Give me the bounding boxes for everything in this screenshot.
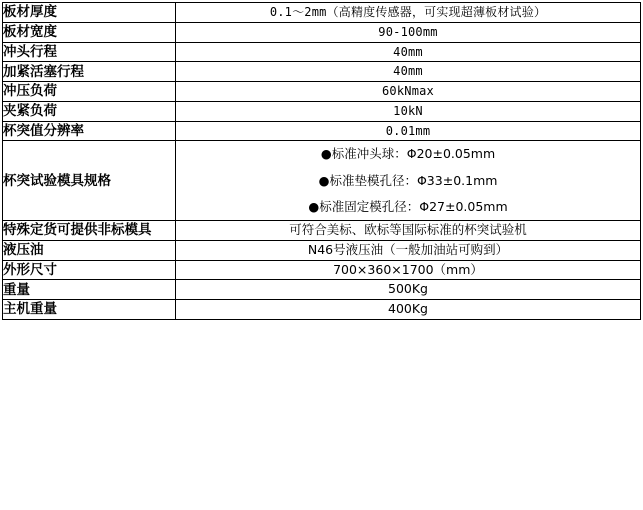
table-row [3, 3, 641, 23]
row-label: 外形尺寸 [3, 260, 176, 280]
table-row [3, 300, 641, 320]
value-text: 40mm [393, 44, 423, 59]
row-value: 700×360×1700（mm） [176, 260, 641, 280]
mold-spec-item: ●标准垫模孔径：Φ33±0.1mm [318, 172, 498, 188]
table-row [3, 280, 641, 300]
table-row [3, 121, 641, 141]
mold-spec-item: ●标准固定模孔径：Φ27±0.05mm [308, 198, 508, 214]
value-text: 90-100mm [378, 24, 438, 39]
table-row [3, 221, 641, 241]
mold-spec-item: ●标准冲头球：Φ20±0.05mm [320, 146, 496, 162]
value-text: 0.1～2mm（高精度传感器，可实现超薄板材试验） [269, 5, 547, 19]
row-label: 板材宽度 [3, 22, 176, 42]
row-value: 可符合美标、欧标等国际标准的杯突试验机 [176, 221, 641, 241]
table-row [3, 22, 641, 42]
value-text: 40mm [393, 64, 423, 79]
row-value [176, 42, 641, 62]
row-label: 杯突试验模具规格 [3, 141, 176, 221]
row-value [176, 62, 641, 82]
table-row [3, 101, 641, 121]
table-row [3, 260, 641, 280]
row-value: N46号液压油（一般加油站可购到） [176, 240, 641, 260]
specifications-table [2, 2, 641, 320]
row-label: 杯突值分辨率 [3, 121, 176, 141]
row-label: 夹紧负荷 [3, 101, 176, 121]
row-value [176, 22, 641, 42]
table-row [3, 42, 641, 62]
row-label: 液压油 [3, 240, 176, 260]
row-label: 主机重量 [3, 300, 176, 320]
table-row [3, 82, 641, 102]
row-value: 400Kg [176, 300, 641, 320]
table-body [3, 3, 641, 320]
value-text: 60kNmax [382, 84, 434, 98]
row-label: 冲头行程 [3, 42, 176, 62]
row-value [176, 82, 641, 102]
row-label: 加紧活塞行程 [3, 62, 176, 82]
mold-spec-list [176, 141, 640, 220]
table-row [3, 62, 641, 82]
row-value: 500Kg [176, 280, 641, 300]
table-row [3, 240, 641, 260]
row-label: 板材厚度 [3, 3, 176, 23]
value-text: 10kN [393, 103, 423, 118]
row-value [176, 141, 641, 221]
row-value [176, 101, 641, 121]
row-label: 冲压负荷 [3, 82, 176, 102]
row-label: 特殊定货可提供非标模具 [3, 221, 176, 241]
row-value [176, 121, 641, 141]
table-row-mold-specs [3, 141, 641, 221]
row-label: 重量 [3, 280, 176, 300]
value-text: 0.01mm [385, 123, 431, 138]
row-value [176, 3, 641, 23]
